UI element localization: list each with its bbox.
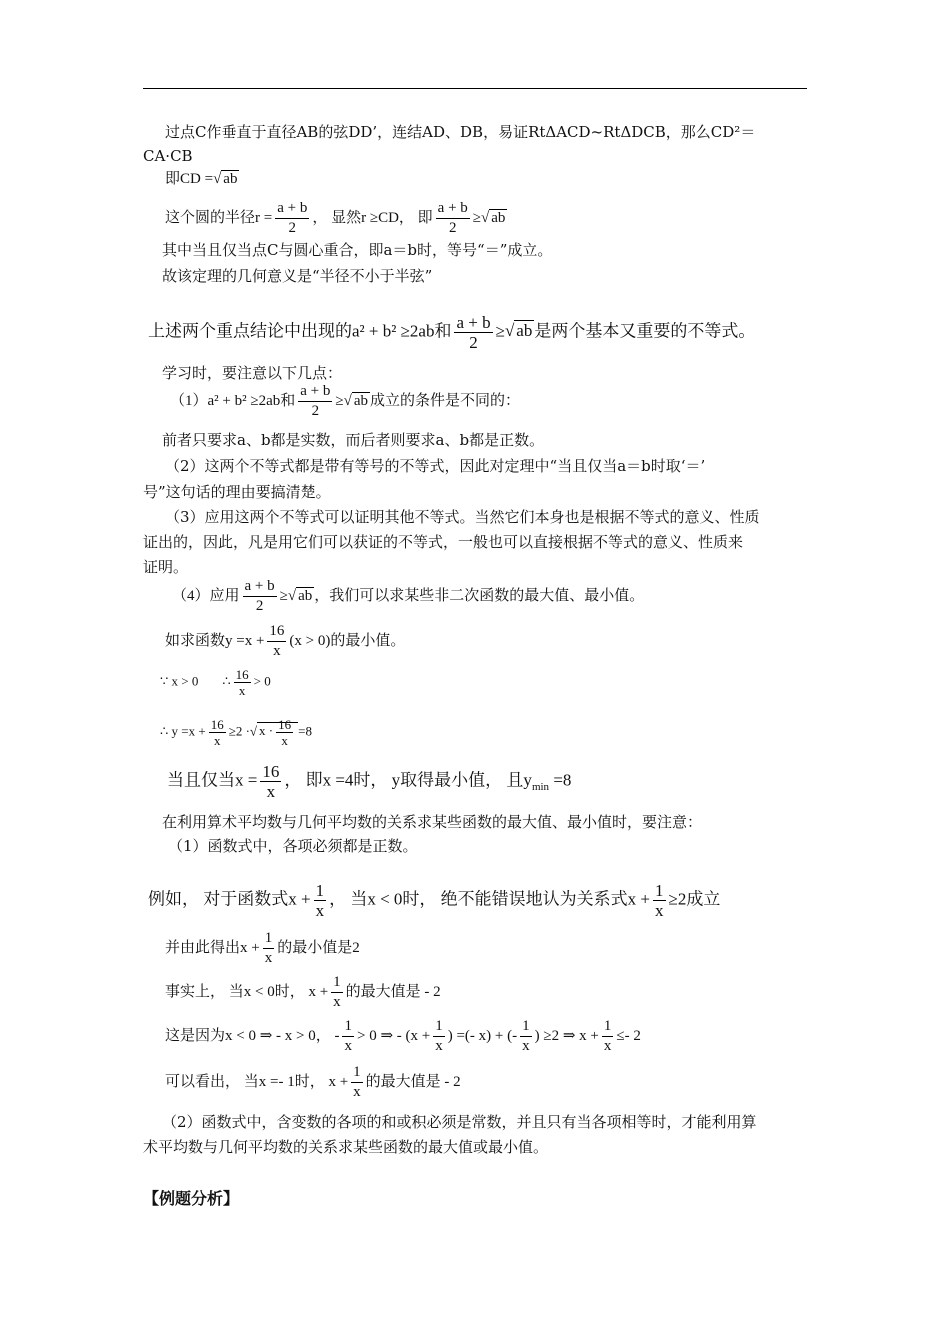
formula-text: 如求函数y =x +: [165, 632, 265, 649]
denominator: 2: [288, 220, 297, 236]
radicand: ab: [223, 171, 238, 187]
point-3-line3: 证明。: [143, 558, 189, 576]
denominator: x: [344, 1038, 352, 1054]
formula-text: ≥2成立: [668, 889, 721, 909]
fraction-16-over-x: [276, 717, 293, 748]
numerator: 1: [342, 1017, 354, 1037]
formula-text: 可以看出， 当x =- 1时， x +: [165, 1073, 349, 1090]
formula-text: > 0: [253, 673, 271, 689]
numerator: 16: [262, 762, 280, 781]
formula-text: 是两个基本又重要的不等式。: [534, 321, 756, 341]
formula-text: 即CD =: [165, 171, 214, 187]
note-intro: 在利用算术平均数与几何平均数的关系求某些函数的最大值、最小值时，要注意：: [162, 813, 703, 831]
formula-text: (x > 0)的最小值。: [289, 632, 406, 649]
formula-text: ， 当x < 0时， 绝不能错误地认为关系式x +: [329, 889, 651, 909]
numerator: 1: [331, 973, 343, 993]
formula-text: =8: [549, 770, 572, 790]
denominator: x: [603, 1038, 612, 1054]
formula-radius: [165, 199, 507, 238]
fraction-a-plus-b-over-2: [454, 313, 492, 352]
denominator: 2: [469, 333, 478, 352]
numerator: 16: [210, 717, 224, 732]
numerator: a + b: [456, 313, 491, 332]
denominator: x: [522, 1038, 530, 1054]
note-2-line1: （2）函数式中，含变数的各项的和或积必须是常数，并且只有当各项相等时，才能利用算: [162, 1113, 757, 1131]
formula-text: ∴: [222, 673, 231, 689]
fraction-1-over-x: [314, 881, 327, 920]
subscript-min: min: [531, 780, 550, 793]
formula-cd-sqrt-ab: [165, 169, 239, 189]
ge-sign: ≥: [279, 587, 288, 604]
formula-text: 的最小值是2: [277, 939, 360, 956]
fraction-1-over-x: [433, 1017, 445, 1056]
step-when: [167, 762, 571, 801]
point-4-formula: [172, 577, 644, 616]
numerator: 16: [278, 717, 292, 732]
sqrt-ab: √ ab: [213, 171, 238, 187]
formula-text: x ·: [259, 723, 274, 739]
formula-text: ，我们可以求某些非二次函数的最大值、最小值。: [314, 587, 645, 604]
sqrt-ab: √ ab: [504, 321, 533, 341]
header-rule: [143, 88, 807, 89]
denominator: x: [353, 1084, 361, 1100]
numerator: 1: [351, 1063, 363, 1083]
section-heading-example-analysis: 【例题分析】: [143, 1189, 240, 1208]
denominator: 2: [311, 403, 320, 419]
denominator: x: [655, 901, 664, 920]
fraction-a-plus-b-over-2: [243, 577, 277, 616]
denominator: 2: [255, 598, 264, 614]
denominator: x: [333, 994, 341, 1010]
numerator: a + b: [243, 577, 277, 597]
sqrt-ab: √ ab: [287, 587, 313, 604]
fraction-1-over-x: [602, 1017, 614, 1056]
step-therefore: [160, 717, 312, 748]
radicand: ab: [353, 392, 369, 409]
formula-text: > 0 ⇒ - (x +: [356, 1027, 431, 1044]
formula-text: （1）a² + b² ≥2ab和: [170, 392, 296, 409]
formula-text: ∴ y =x +: [160, 723, 206, 739]
fraction-1-over-x: [331, 973, 343, 1012]
denominator: x: [238, 683, 246, 698]
formula-text: ， 即x =4时， y取得最小值， 且y: [284, 770, 532, 790]
denominator: x: [213, 733, 221, 748]
point-3-line2: 证出的，因此，凡是用它们可以获证的不等式，一般也可以直接根据不等式的意义、性质来: [143, 533, 744, 551]
point-1-formula: [170, 382, 520, 421]
numerator: a + b: [436, 199, 470, 219]
fraction-a-plus-b-over-2: [298, 382, 332, 421]
numerator: 1: [433, 1017, 445, 1037]
numerator: 1: [315, 881, 325, 900]
point-2-line1: （2）这两个不等式都是带有等号的不等式，因此对定理中“当且仅当a＝b时取‘＝’: [165, 457, 706, 475]
fraction-16-over-x: [267, 622, 286, 661]
two-inequalities-sentence: [148, 313, 755, 352]
denominator: 2: [448, 220, 457, 236]
denominator: x: [273, 643, 281, 659]
note-1: （1）函数式中，各项必须都是正数。: [168, 837, 418, 855]
paragraph-chord-proof-line2: CA·CB: [143, 147, 193, 165]
fraction-a-plus-b-over-2: [275, 199, 309, 238]
reason-chain: [165, 1017, 641, 1056]
denominator: x: [435, 1038, 443, 1054]
formula-text: 成立的条件是不同的：: [370, 392, 521, 409]
fraction-1-over-x: [653, 881, 666, 920]
example-function: [165, 622, 405, 661]
formula-text: ∵ x > 0: [160, 673, 199, 689]
numerator: 16: [235, 667, 249, 682]
formula-text: =8: [298, 723, 312, 739]
sqrt-ab: √ ab: [481, 209, 506, 226]
formula-text: 事实上， 当x < 0时， x +: [165, 983, 329, 1000]
formula-text: （4）应用: [172, 587, 240, 604]
study-points-intro: 学习时，要注意以下几点：: [162, 364, 343, 382]
counter-example: [148, 881, 720, 920]
radicand: ab: [516, 321, 533, 341]
fraction-a-plus-b-over-2: [436, 199, 470, 238]
point-1-description: 前者只要求a、b都是实数，而后者则要求a、b都是正数。: [162, 431, 545, 449]
denominator: x: [315, 901, 325, 920]
formula-text: 的最大值是 - 2: [365, 1073, 461, 1090]
formula-text: ) =(- x) + (-: [447, 1027, 518, 1044]
numerator: a + b: [275, 199, 309, 219]
ge-sign: ≥: [495, 321, 505, 341]
formula-text: 这个圆的半径r =: [165, 209, 273, 226]
fraction-1-over-x: [263, 929, 275, 968]
fraction-16-over-x: [209, 717, 226, 748]
denominator: x: [266, 782, 276, 801]
ge-sign: ≥: [472, 209, 482, 226]
note-2-line2: 术平均数与几何平均数的关系求某些函数的最大值或最小值。: [143, 1138, 549, 1156]
formula-text: 当且仅当x =: [167, 770, 258, 790]
point-2-line2: 号”这句话的理由要搞清楚。: [143, 483, 331, 501]
derive-min: [165, 929, 360, 968]
point-3-line1: （3）应用这两个不等式可以证明其他不等式。当然它们本身也是根据不等式的意义、性质: [165, 508, 760, 526]
paragraph-chord-proof-line1: 过点C作垂直于直径AB的弦DD’，连结AD、DB，易证RtΔACD~RtΔDCB，那么CD²＝: [165, 123, 756, 141]
fraction-1-over-x: [351, 1063, 363, 1102]
fraction-1-over-x: [342, 1017, 354, 1056]
fraction-16-over-x: [260, 762, 281, 801]
numerator: 1: [655, 881, 664, 900]
step-because: [160, 667, 271, 698]
formula-text: ≤- 2: [616, 1027, 641, 1044]
numerator: a + b: [298, 382, 332, 402]
formula-text: 上述两个重点结论中出现的a² + b² ≥2ab和: [148, 321, 452, 341]
sqrt-x-times-16-over-x: √ x · $\frac{16}{x}$: [250, 717, 298, 748]
fraction-1-over-x: [520, 1017, 532, 1056]
formula-text: 并由此得出x +: [165, 939, 260, 956]
fraction-16-over-x: [234, 667, 251, 698]
numerator: 1: [263, 929, 275, 949]
sqrt-ab: √ ab: [343, 392, 369, 409]
denominator: x: [264, 950, 273, 966]
denominator: x: [281, 733, 288, 748]
radicand: ab: [298, 587, 313, 604]
formula-text: ) ≥2 ⇒ x +: [534, 1027, 599, 1044]
formula-text: 例如， 对于函数式x +: [148, 889, 311, 909]
radicand: [257, 717, 298, 748]
fact-max: [165, 973, 441, 1012]
numerator: 1: [602, 1017, 614, 1037]
formula-text: 的最大值是 - 2: [345, 983, 441, 1000]
formula-text: ， 显然r ≥CD， 即: [312, 209, 433, 226]
numerator: 16: [267, 622, 286, 642]
ge-sign: ≥: [335, 392, 344, 409]
radicand: ab: [491, 209, 506, 226]
conclusion-max: [165, 1063, 461, 1102]
geometric-meaning: 故该定理的几何意义是“半径不小于半弦”: [162, 267, 433, 285]
equality-condition: 其中当且仅当点C与圆心重合，即a＝b时，等号“＝”成立。: [162, 241, 553, 259]
formula-text: ≥2 ·: [228, 723, 250, 739]
numerator: 1: [520, 1017, 532, 1037]
formula-text: 这是因为x < 0 ⇒ - x > 0， -: [165, 1027, 340, 1044]
